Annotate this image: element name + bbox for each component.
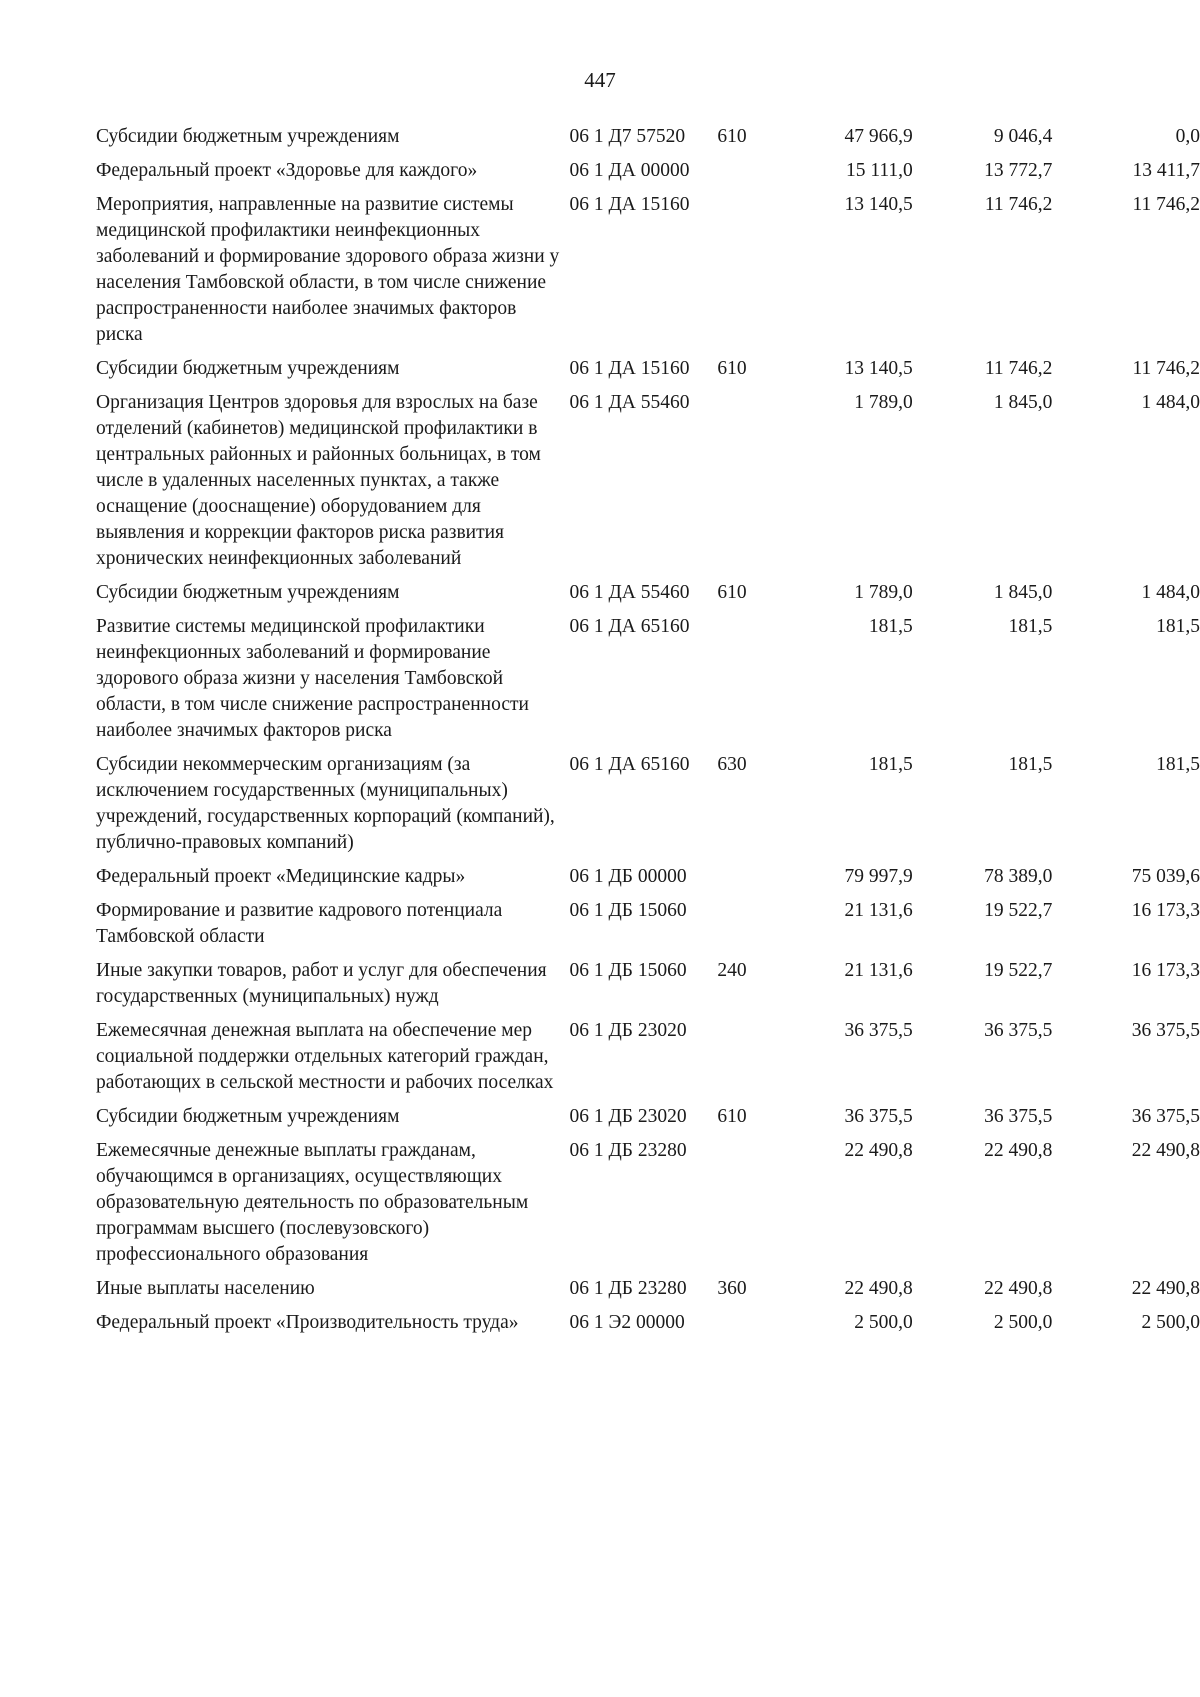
table-row — [96, 1138, 1200, 1276]
item-name: Федеральный проект «Здоровье для каждого» — [96, 160, 478, 181]
amount-year-1: 21 131,6 — [844, 900, 913, 921]
amount-year-2: 78 389,0 — [984, 866, 1053, 887]
item-name: Организация Центров здоровья для взрослых на базе отделений (кабинетов) медицинской профилактики в центральных районных и районных больницах, в том числе в удаленных населенных пунктах, а также оснащение (дооснащение) оборудованием для выявления и коррекции факторов риска развития хронических неинфекционных заболеваний — [96, 392, 541, 569]
amount-year-3: 1 484,0 — [1141, 582, 1200, 603]
item-name: Развитие системы медицинской профилактики неинфекционных заболеваний и формирование здорового образа жизни у населения Тамбовской области, в том числе снижение распространенности наиболее значимых факторов риска — [96, 616, 529, 741]
table-row — [96, 614, 1200, 752]
table-row — [96, 124, 1200, 158]
amount-year-3: 1 484,0 — [1141, 392, 1200, 413]
target-code: 06 1 ДБ 15060 — [569, 960, 687, 981]
expense-type-code — [717, 898, 773, 958]
amount-year-2: 9 046,4 — [993, 126, 1053, 147]
item-name: Субсидии бюджетным учреждениям — [96, 582, 400, 603]
amount-year-1: 22 490,8 — [844, 1140, 913, 1161]
amount-year-3: 22 490,8 — [1131, 1278, 1200, 1299]
table-row — [96, 1276, 1200, 1310]
table-row — [96, 192, 1200, 356]
amount-year-3: 0,0 — [1175, 126, 1200, 147]
amount-year-2: 36 375,5 — [984, 1020, 1053, 1041]
amount-year-2: 19 522,7 — [984, 960, 1053, 981]
expense-type-code: 610 — [717, 1106, 747, 1127]
item-name: Мероприятия, направленные на развитие системы медицинской профилактики неинфекционных заболеваний и формирование здорового образа жизни у населения Тамбовской области, в том числе снижение распространенности наиболее значимых факторов риска — [96, 194, 560, 345]
amount-year-3: 181,5 — [1156, 616, 1200, 637]
item-name: Иные закупки товаров, работ и услуг для обеспечения государственных (муниципальных) нужд — [96, 960, 547, 1007]
item-name: Иные выплаты населению — [96, 1278, 315, 1299]
item-name: Субсидии некоммерческим организациям (за исключением государственных (муниципальных) учреждений, государственных корпораций (компаний), публично-правовых компаний) — [96, 754, 555, 853]
expense-type-code — [717, 390, 773, 580]
target-code: 06 1 ДБ 23280 — [569, 1278, 687, 1299]
amount-year-2: 1 845,0 — [993, 582, 1053, 603]
amount-year-3: 75 039,6 — [1131, 866, 1200, 887]
table-row — [96, 898, 1200, 958]
expense-type-code: 360 — [717, 1278, 747, 1299]
amount-year-3: 36 375,5 — [1131, 1020, 1200, 1041]
table-row — [96, 158, 1200, 192]
amount-year-2: 181,5 — [1008, 754, 1053, 775]
table-body — [96, 124, 1200, 1344]
target-code: 06 1 ДА 65160 — [569, 754, 690, 775]
item-name: Ежемесячная денежная выплата на обеспечение мер социальной поддержки отдельных категорий граждан, работающих в сельской местности и рабочих поселках — [96, 1020, 554, 1093]
table-row — [96, 864, 1200, 898]
table-row — [96, 390, 1200, 580]
item-name: Ежемесячные денежные выплаты гражданам, обучающимся в организациях, осуществляющих образовательную деятельность по образовательным программам высшего (послевузовского) профессионального образования — [96, 1140, 529, 1265]
target-code: 06 1 ДБ 15060 — [569, 900, 687, 921]
amount-year-2: 22 490,8 — [984, 1140, 1053, 1161]
target-code: 06 1 ДА 55460 — [569, 392, 690, 413]
amount-year-1: 22 490,8 — [844, 1278, 913, 1299]
expense-type-code — [717, 1018, 773, 1104]
budget-table — [96, 124, 1200, 1344]
target-code: 06 1 ДА 55460 — [569, 582, 690, 603]
expense-type-code: 610 — [717, 358, 747, 379]
table-row — [96, 1310, 1200, 1344]
item-name: Субсидии бюджетным учреждениям — [96, 126, 400, 147]
expense-type-code — [717, 614, 773, 752]
amount-year-1: 1 789,0 — [854, 582, 913, 603]
amount-year-2: 22 490,8 — [984, 1278, 1053, 1299]
amount-year-1: 36 375,5 — [844, 1020, 913, 1041]
amount-year-3: 16 173,3 — [1131, 900, 1200, 921]
amount-year-3: 11 746,2 — [1132, 194, 1200, 215]
target-code: 06 1 ДА 00000 — [569, 160, 690, 181]
target-code: 06 1 Д7 57520 — [569, 126, 686, 147]
item-name: Федеральный проект «Производительность труда» — [96, 1312, 519, 1333]
amount-year-1: 36 375,5 — [844, 1106, 913, 1127]
item-name: Формирование и развитие кадрового потенциала Тамбовской области — [96, 900, 503, 947]
table-row — [96, 1104, 1200, 1138]
target-code: 06 1 ДБ 00000 — [569, 866, 687, 887]
table-row — [96, 752, 1200, 864]
amount-year-2: 1 845,0 — [993, 392, 1053, 413]
amount-year-1: 15 111,0 — [845, 160, 913, 181]
amount-year-3: 36 375,5 — [1131, 1106, 1200, 1127]
table-row — [96, 958, 1200, 1018]
amount-year-1: 1 789,0 — [854, 392, 913, 413]
table-row — [96, 356, 1200, 390]
expense-type-code: 240 — [717, 960, 747, 981]
target-code: 06 1 ДА 15160 — [569, 358, 690, 379]
amount-year-2: 11 746,2 — [984, 358, 1053, 379]
amount-year-2: 13 772,7 — [984, 160, 1053, 181]
table-row — [96, 1018, 1200, 1104]
amount-year-1: 181,5 — [868, 616, 913, 637]
table-row — [96, 580, 1200, 614]
amount-year-2: 11 746,2 — [984, 194, 1053, 215]
item-name: Федеральный проект «Медицинские кадры» — [96, 866, 466, 887]
target-code: 06 1 ДБ 23280 — [569, 1140, 687, 1161]
amount-year-1: 79 997,9 — [844, 866, 913, 887]
amount-year-3: 11 746,2 — [1132, 358, 1200, 379]
target-code: 06 1 ДБ 23020 — [569, 1020, 687, 1041]
target-code: 06 1 Э2 00000 — [569, 1312, 685, 1333]
amount-year-1: 13 140,5 — [844, 194, 913, 215]
page-number: 447 — [584, 68, 616, 92]
expense-type-code — [717, 864, 773, 898]
amount-year-2: 2 500,0 — [993, 1312, 1053, 1333]
expense-type-code: 610 — [717, 126, 747, 147]
item-name: Субсидии бюджетным учреждениям — [96, 358, 400, 379]
amount-year-3: 22 490,8 — [1131, 1140, 1200, 1161]
target-code: 06 1 ДБ 23020 — [569, 1106, 687, 1127]
expense-type-code — [717, 192, 773, 356]
target-code: 06 1 ДА 15160 — [569, 194, 690, 215]
expense-type-code — [717, 1310, 773, 1344]
amount-year-3: 181,5 — [1156, 754, 1200, 775]
amount-year-1: 181,5 — [868, 754, 913, 775]
amount-year-3: 16 173,3 — [1131, 960, 1200, 981]
expense-type-code — [717, 1138, 773, 1276]
expense-type-code — [717, 158, 773, 192]
amount-year-2: 19 522,7 — [984, 900, 1053, 921]
expense-type-code: 630 — [717, 754, 747, 775]
amount-year-3: 2 500,0 — [1141, 1312, 1200, 1333]
amount-year-2: 181,5 — [1008, 616, 1053, 637]
item-name: Субсидии бюджетным учреждениям — [96, 1106, 400, 1127]
amount-year-1: 21 131,6 — [844, 960, 913, 981]
amount-year-3: 13 411,7 — [1132, 160, 1200, 181]
target-code: 06 1 ДА 65160 — [569, 616, 690, 637]
amount-year-1: 13 140,5 — [844, 358, 913, 379]
amount-year-1: 2 500,0 — [854, 1312, 913, 1333]
amount-year-1: 47 966,9 — [844, 126, 913, 147]
amount-year-2: 36 375,5 — [984, 1106, 1053, 1127]
expense-type-code: 610 — [717, 582, 747, 603]
